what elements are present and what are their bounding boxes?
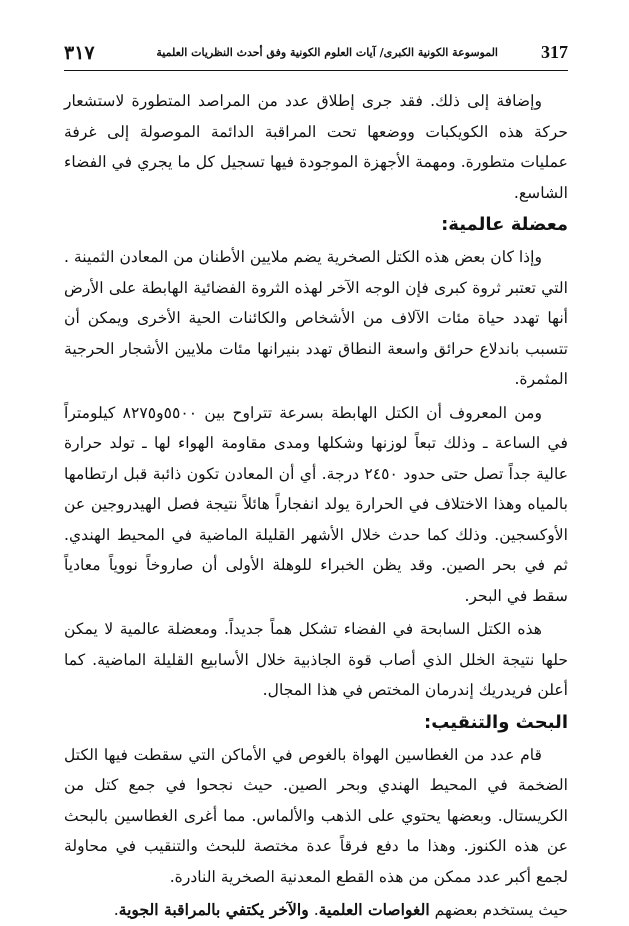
paragraph-dilemma: هذه الكتل السابحة في الفضاء تشكل هماً جديداً. ومعضلة عالمية لا يمكن حلها نتيجة الخلل الذي أصاب قوة الجاذبية خلال الأسابيع القليلة الماضية. كما أعلن فريدريك إندرمان المختص في هذا المجال. [64, 620, 568, 699]
methods-end: . [113, 901, 119, 919]
paragraph-methods [64, 895, 568, 926]
page-number-latin: 317 [541, 42, 568, 62]
running-header [64, 40, 568, 66]
running-title: الموسوعة الكونية الكبرى/ آيات العلوم الكونية وفق أحدث النظريات العلمية [156, 46, 498, 59]
page-number-arabic: ٣١٧ [64, 42, 95, 64]
header-rule [64, 70, 568, 71]
paragraph-intro: وإضافة إلى ذلك. فقد جرى إطلاق عدد من المراصد المتطورة لاستشعار حركة هذه الكويكبات ووضعها تحت المراقبة الدائمة الموصولة إلى غرفة عمليات متطورة. ومهمة الأجهزة الموجودة فيها تسجيل كل ما يجري في الفضاء الشاسع. [64, 92, 568, 202]
methods-separator: . [308, 901, 319, 919]
paragraph-speed: ومن المعروف أن الكتل الهابطة بسرعة تتراوح بين ٥٥٠٠و٨٢٧٥ كيلومتراً في الساعة ـ وذلك تبعاً لوزنها وشكلها ومدى مقاومة الهواء لها ـ تولد حرارة عالية جداً تصل حتى حدود ٢٤٥٠ درجة. أي أن المعادن تكون ذائبة قبل ارتطامها بالمياه وهذا الاختلاف في الحرارة يولد انفجاراً هائلاً نتيجة فصل الهيدروجين عن الأوكسجين. وذلك كما حدث خلال الأشهر القليلة الماضية في المحيط الهندي. ثم في بحر الصين. وقد يظن الخبراء للوهلة الأولى أن صاروخاً نووياً معادياً سقط في البحر. [64, 403, 568, 605]
methods-bold-aerial: والآخر يكتفي بالمراقبة الجوية [118, 900, 309, 919]
paragraph-metals: وإذا كان بعض هذه الكتل الصخرية يضم ملايين الأطنان من المعادن الثمينة . التي تعتبر ثروة كبرى فإن الوجه الآخر لهذه الثروة الفضائية الهابطة على الأرض أنها تهدد حياة مئات الآلاف من الأشخاص والكائنات الحية الأخرى ويمكن أن تتسبب باندلاع حرائق واسعة النطاق تهدد بنيرانها مئات ملايين الأشجار الحرجية المثمرة. [64, 248, 568, 388]
section-heading-search: البحث والتنقيب: [424, 711, 568, 733]
page-body [64, 86, 568, 926]
methods-lead: حيث يستخدم بعضهم [429, 901, 568, 919]
methods-bold-submarines: الغواصات العلمية [318, 900, 430, 919]
section-heading-global-dilemma: معضلة عالمية: [441, 214, 568, 235]
paragraph-divers: قام عدد من الغطاسين الهواة بالغوص في الأماكن التي سقطت فيها الكتل الضخمة في المحيط الهندي وبحر الصين. حيث نجحوا في جمع كتل من الكريستال. وبعضها يحتوي على الذهب والألماس. مما أغرى الغطاسين بالبحث عن هذه الكنوز. وهذا ما دفع فرقاً عدة مختصة للبحث والتنقيب في محاولة لجمع أكبر عدد ممكن من هذه القطع المعدنية الصخرية النادرة. [64, 745, 568, 886]
